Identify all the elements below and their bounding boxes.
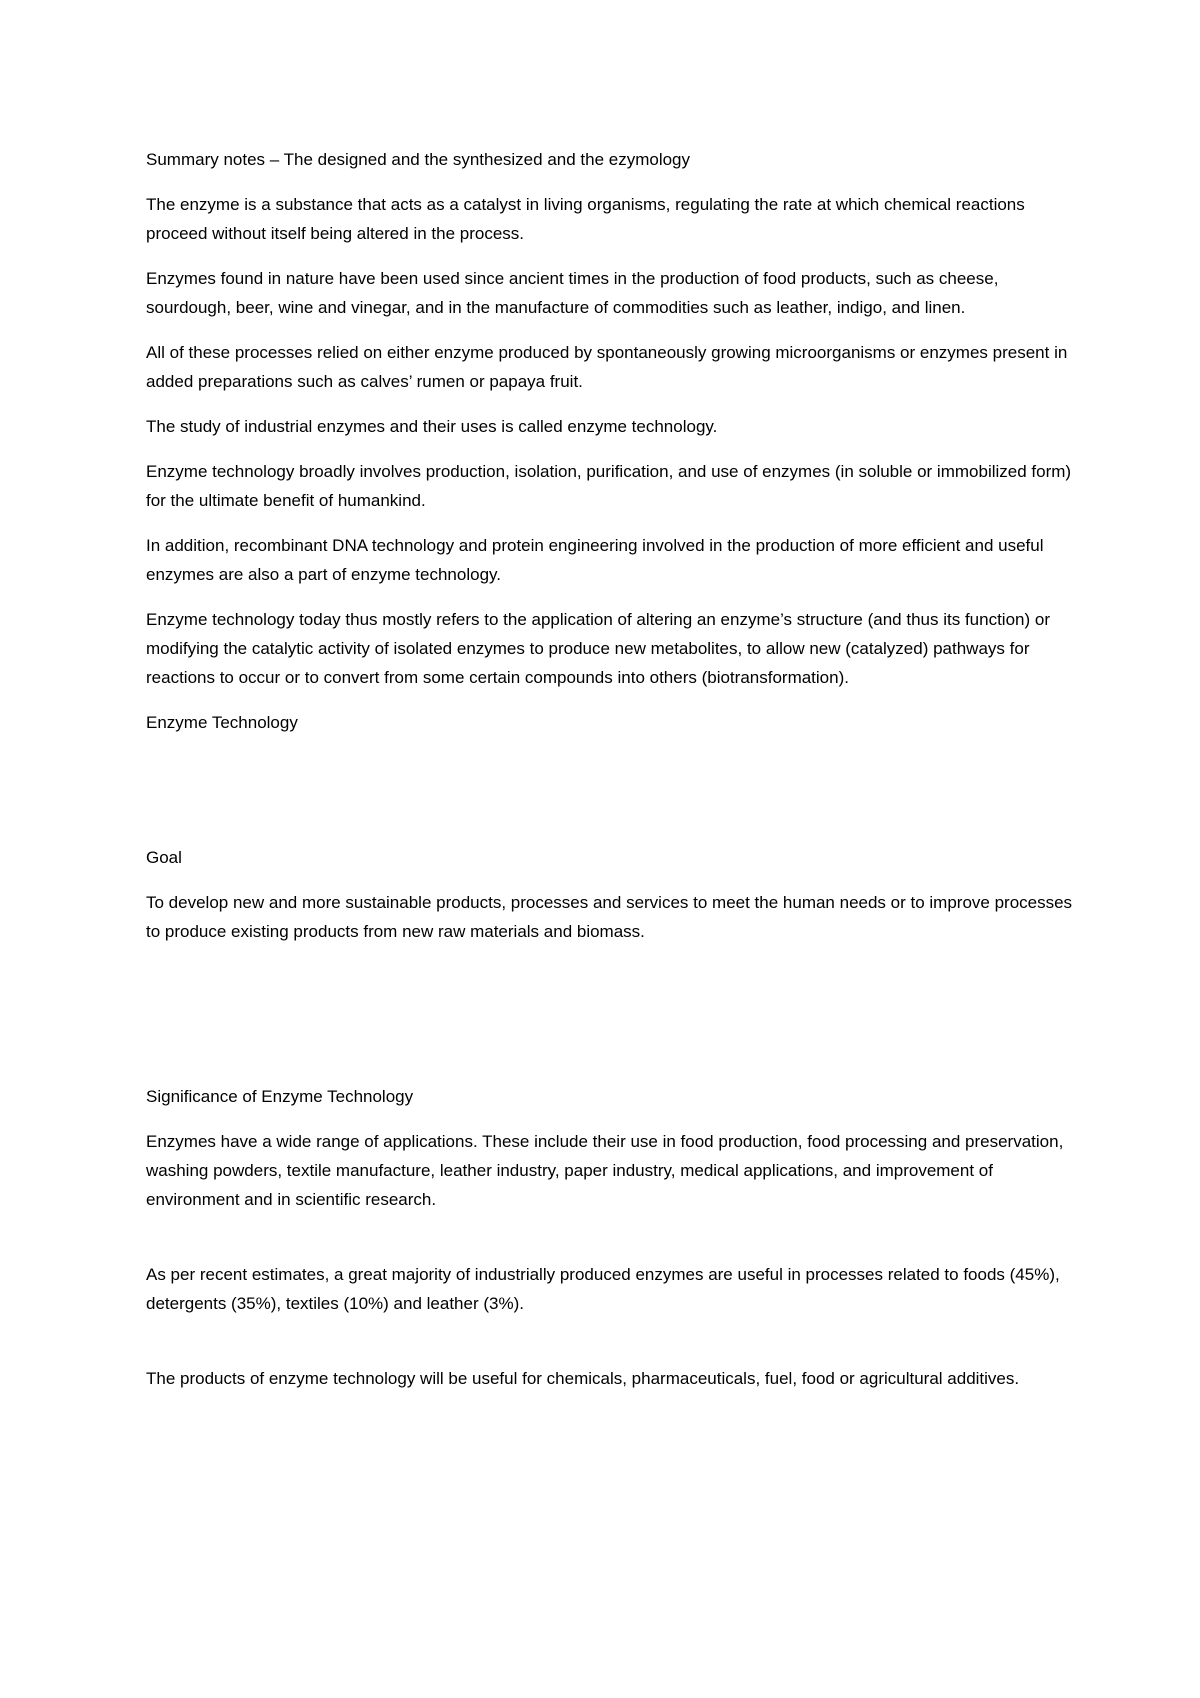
paragraph-study-of-enzymes: The study of industrial enzymes and their uses is called enzyme technology. bbox=[146, 417, 718, 436]
paragraph-recombinant-dna: In addition, recombinant DNA technology and protein engineering involved in the production of more efficient and useful enzymes are also a part of enzyme technology. bbox=[146, 536, 1044, 584]
paragraph-applications: Enzymes have a wide range of applications. These include their use in food production, food processing and preservation, washing powders, textile manufacture, leather industry, paper industry, medical applications, and improvement of environment and in scientific research. bbox=[146, 1132, 1064, 1209]
paragraph-goal: To develop new and more sustainable products, processes and services to meet the human needs or to improve processes to produce existing products from new raw materials and biomass. bbox=[146, 893, 1073, 941]
document-title: Summary notes – The designed and the synthesized and the ezymology bbox=[146, 150, 691, 169]
paragraph-processes-relied: All of these processes relied on either enzyme produced by spontaneously growing microorganisms or enzymes present in added preparations such as calves’ rumen or papaya fruit. bbox=[146, 343, 1068, 391]
paragraph-technology-today: Enzyme technology today thus mostly refers to the application of altering an enzyme’s structure (and thus its function) or modifying the catalytic activity of isolated enzymes to produce new metabolites, to allow new (catalyzed) pathways for reactions to occur or to convert from some certain compounds into others (biotransformation). bbox=[146, 610, 1050, 687]
paragraph-products: The products of enzyme technology will be useful for chemicals, pharmaceuticals, fuel, food or agricultural additives. bbox=[146, 1369, 1020, 1388]
heading-goal: Goal bbox=[146, 848, 182, 867]
paragraph-enzymes-in-nature: Enzymes found in nature have been used since ancient times in the production of food products, such as cheese, sourdough, beer, wine and vinegar, and in the manufacture of commodities such as leather, indigo, and linen. bbox=[146, 269, 999, 317]
paragraph-enzyme-definition: The enzyme is a substance that acts as a catalyst in living organisms, regulating the rate at which chemical reactions proceed without itself being altered in the process. bbox=[146, 195, 1025, 243]
document-body bbox=[146, 145, 1076, 1409]
paragraph-technology-involves: Enzyme technology broadly involves production, isolation, purification, and use of enzymes (in soluble or immobilized form) for the ultimate benefit of humankind. bbox=[146, 462, 1072, 510]
heading-significance: Significance of Enzyme Technology bbox=[146, 1087, 414, 1106]
paragraph-estimates: As per recent estimates, a great majority of industrially produced enzymes are useful in processes related to foods (45%), detergents (35%), textiles (10%) and leather (3%). bbox=[146, 1265, 1060, 1313]
heading-enzyme-technology: Enzyme Technology bbox=[146, 713, 298, 732]
